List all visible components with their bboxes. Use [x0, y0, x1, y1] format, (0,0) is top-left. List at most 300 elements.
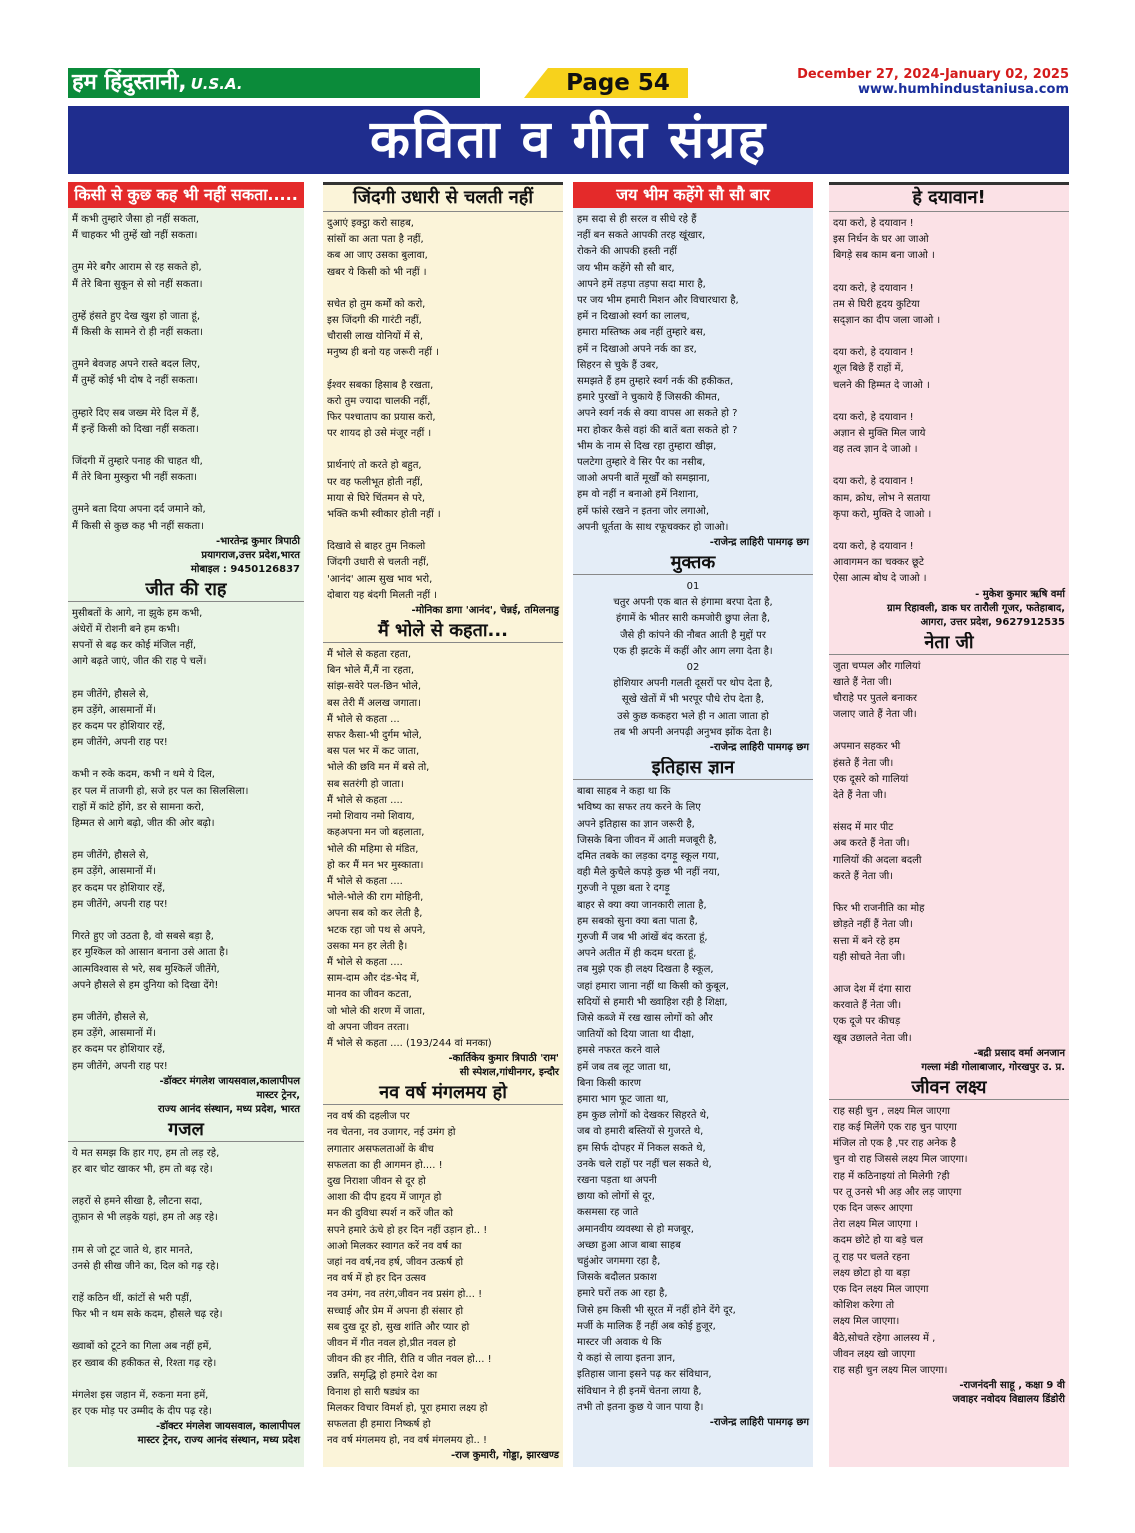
- text-line: हम सबको सुना क्या बता पाता है,: [577, 915, 698, 927]
- stanza-gap: [72, 671, 300, 687]
- text-line: दिखावे से बाहर तुम निकलो: [327, 541, 426, 553]
- text-line: जिसके बदौलत प्रकाश: [577, 1272, 657, 1284]
- text-line: सद्ज्ञान का दीप जला जाओ ।: [833, 315, 941, 327]
- poem-body: [323, 212, 563, 604]
- text-line: अपने अतीत में ही कदम धरता हूं,: [577, 948, 697, 960]
- stanza-gap: [72, 390, 300, 406]
- text-line: मैं कभी तुम्हारे जैसा हो नहीं सकता,: [72, 214, 200, 225]
- poem-body: [573, 575, 813, 741]
- text-line: हंसते हैं नेता जी।: [833, 757, 894, 769]
- text-line: भोले-भोले की राग मोहिनी,: [327, 892, 424, 904]
- text-line: तुम मेरे बगैर आराम से रह सकते हो,: [72, 262, 202, 274]
- text-line: जिसे हम किसी भी सूरत में नहीं होने देंगे दूर,: [577, 1304, 736, 1316]
- text-line: जीवन में गीत नवल हो,प्रीत नवल हो: [327, 1337, 456, 1349]
- text-line: ग़म से जो टूट जाते थे, हार मानते,: [72, 1244, 193, 1256]
- text-line: संविधान ने ही इनमें चेतना लाया है,: [577, 1385, 702, 1397]
- text-line: शूल बिछे हैं राहों में,: [833, 363, 904, 375]
- text-line: नव वर्ष की दहलीज पर: [327, 1111, 410, 1123]
- text-line: लहरों से हमने सीखा है, लौटना सदा,: [72, 1196, 203, 1208]
- text-line: वह तत्व ज्ञान दे जाओ ।: [833, 444, 918, 456]
- text-line: -बद्री प्रसाद वर्मा अनजान: [973, 1047, 1065, 1059]
- text-line: उसका मन हर लेती है।: [327, 940, 408, 952]
- text-line: -डॉक्टर मंगलेश जायसवाल, कालापीपल: [156, 1421, 300, 1433]
- stanza-gap: [833, 394, 1065, 410]
- text-line: हो कर मैं मन भर मुस्काता।: [327, 859, 424, 871]
- text-line: सब सतरंगी हो जाता।: [327, 778, 404, 790]
- text-line: तुमने बेवजह अपने रास्ते बदल लिए,: [72, 359, 201, 371]
- poem-author: [68, 1075, 304, 1117]
- text-line: जिसके बिना जीवन में आती मजबूरी है,: [577, 834, 717, 846]
- text-line: हमारे पुरखों ने चुकाये हैं जिसकी कीमत,: [577, 392, 721, 404]
- text-line: गुरुजी ने पूछा बता रे दगड़ू: [577, 883, 670, 895]
- poem-author: [573, 741, 813, 755]
- text-line: अपने इतिहास का ज्ञान जरूरी है,: [577, 818, 695, 830]
- stanza-gap: [327, 281, 559, 297]
- text-line: वो अपना जीवन तरता।: [327, 1021, 410, 1033]
- text-line: सूखे खेतों में भी भरपूर पौधे रोप देता है,: [621, 694, 765, 706]
- text-line: अंधेरों में रोशनी बने हम कभी।: [72, 624, 180, 636]
- text-line: मैं भोले से कहता ....: [327, 956, 403, 968]
- text-line: प्रार्थनाएं तो करते हो बहुत,: [327, 460, 422, 472]
- stanza-gap: [72, 913, 300, 929]
- text-line: सपनों से बढ़ कर कोई मंजिल नहीं,: [72, 640, 197, 652]
- text-line: ईश्वर सबका हिसाब है रखता,: [327, 379, 434, 391]
- text-line: कब आ जाए उसका बुलावा,: [327, 250, 428, 262]
- text-line: नव उमंग, नव तरंग,जीवन नव प्रसंग हो... !: [327, 1289, 483, 1301]
- poem-title: किसी से कुछ कह भी नहीं सकता.....: [68, 182, 304, 208]
- text-line: मन की दुविधा स्पर्श न करें जीत को: [327, 1208, 453, 1220]
- text-line: -भारतेन्द्र कुमार त्रिपाठी: [215, 535, 300, 547]
- text-line: हमें न दिखाओ स्वर्ग का लालच,: [577, 311, 690, 323]
- text-line: अज्ञान से मुक्ति मिल जाये: [833, 428, 926, 440]
- text-line: जो भोले की शरण में जाता,: [327, 1005, 426, 1017]
- text-line: आओ मिलकर स्वागत करें नव वर्ष का: [327, 1240, 462, 1252]
- text-line: चौरासी लाख योनियों में से,: [327, 331, 424, 343]
- text-line: राज्य आनंद संस्थान, मध्य प्रदेश, भारत: [157, 1103, 300, 1115]
- text-line: मैं तेरे बिना सुकून से सो नहीं सकता।: [72, 278, 203, 290]
- brand-suffix: U.S.A.: [190, 75, 243, 93]
- text-line: भोले की महिमा से मंडित,: [327, 843, 419, 855]
- stanza-gap: [72, 1178, 300, 1194]
- text-line: सब दुख दूर हो, सुख शांति और प्यार हो: [327, 1321, 470, 1333]
- stanza-gap: [833, 458, 1065, 474]
- text-line: पलटेगा तुम्हारे वे सिर पैर का नसीब,: [577, 457, 706, 469]
- poem-title: जीवन लक्ष्य: [829, 1077, 1069, 1100]
- text-line: हम जीतेंगे, अपनी राह पर!: [72, 737, 168, 749]
- poem-body: [68, 602, 304, 1075]
- text-line: जुता चप्पल और गालियां: [833, 660, 921, 672]
- poem-body: [323, 643, 563, 1052]
- poem-author: [68, 535, 304, 577]
- text-line: ये मत समझ कि हार गए, हम तो लड़ रहे,: [72, 1147, 220, 1159]
- text-line: -कार्तिकेय कुमार त्रिपाठी 'राम': [448, 1053, 559, 1065]
- text-line: दमित तबके का लड़का दगड़ू स्कूल गया,: [577, 850, 720, 862]
- poem-author: [323, 604, 563, 618]
- text-line: मैं इन्हें किसी को दिखा नहीं सकता।: [72, 423, 199, 435]
- text-line: भविष्य का सफर तय करने के लिए: [577, 802, 701, 814]
- text-line: उनके चले राहों पर नहीं चल सकते थे,: [577, 1158, 712, 1170]
- text-line: अपने स्वर्ग नर्क से क्या वापस आ सकते हो ?: [577, 408, 738, 420]
- text-line: दया करो, हे दयावान !: [833, 347, 914, 359]
- text-line: इस जिंदगी की गारंटी नहीं,: [327, 315, 422, 327]
- text-line: समझते हैं हम तुम्हारे स्वर्ग नर्क की हकीकत,: [577, 376, 734, 388]
- text-line: मिलकर विचार विमर्श हो, पूरा हमारा लक्ष्य हो: [327, 1402, 488, 1414]
- text-line: भटक रहा जो पथ से अपने,: [327, 924, 426, 936]
- text-line: 02: [686, 662, 700, 674]
- text-line: हमारा भाग फूट जाता था,: [577, 1093, 669, 1105]
- text-line: मानव का जीवन कटता,: [327, 989, 412, 1001]
- text-line: आवागमन का चक्कर छूटे: [833, 557, 924, 569]
- text-line: तुमने बता दिया अपना दर्द जमाने को,: [72, 504, 206, 516]
- text-line: राह सही चुन लक्ष्य मिल जाएगा।: [833, 1364, 948, 1376]
- poem-body: [573, 780, 813, 1416]
- text-line: बैठे,सोचते रहेगा आलस्य में ,: [833, 1332, 936, 1344]
- text-line: दया करो, हे दयावान !: [833, 218, 914, 229]
- poem-body: [829, 655, 1069, 1047]
- column-2: [323, 182, 563, 1467]
- brand-logo: [68, 68, 480, 98]
- text-line: नव वर्ष में हो हर दिन उत्सव: [327, 1273, 426, 1285]
- date-range: December 27, 2024-January 02, 2025: [797, 67, 1069, 82]
- poem-title: नेता जी: [829, 632, 1069, 655]
- text-line: दया करो, हे दयावान !: [833, 476, 914, 488]
- stanza-gap: [72, 1275, 300, 1291]
- poem-author: [829, 1379, 1069, 1407]
- text-line: मास्टर ट्रेनर, राज्य आनंद संस्थान, मध्य प्रदेश: [137, 1435, 300, 1447]
- stanza-gap: [833, 723, 1065, 739]
- poem-author: [68, 1420, 304, 1448]
- column-4: [829, 182, 1069, 1467]
- text-line: मर्जी के मालिक हैं नहीं अब कोई हुजूर,: [577, 1320, 716, 1332]
- text-line: तुम्हें हंसते हुए देख खुश हो जाता हूं,: [72, 310, 201, 322]
- brand-name: हम हिंदुस्तानी,: [72, 70, 187, 95]
- text-line: हमारा मस्तिष्क अब नहीं तुम्हारे बस,: [577, 327, 706, 339]
- text-line: सफलता ही हमारा निष्कर्ष हो: [327, 1419, 431, 1430]
- text-line: आशा की दीप हृदय में जागृत हो: [327, 1192, 442, 1204]
- text-line: तुम्हारे दिए सब जख्म मेरे दिल में हैं,: [72, 407, 200, 419]
- section-banner: कविता व गीत संग्रह: [68, 106, 1069, 174]
- text-line: तम से घिरी हृदय कुटिया: [833, 298, 920, 310]
- text-line: पर जय भीम हमारी मिशन और विचारधारा है,: [577, 295, 739, 307]
- stanza-gap: [72, 438, 300, 454]
- text-line: ख्वाबों को टूटने का गिला अब नहीं हमें,: [72, 1341, 212, 1353]
- poem-author: [323, 1449, 563, 1463]
- text-line: जवाहर नवोदय विद्यालय डिंडोरी: [952, 1394, 1065, 1406]
- text-line: भीम के नाम से दिख रहा तुम्हारा खीझ,: [577, 440, 717, 452]
- text-line: जाओ अपनी बातें मूर्खों को समझाना,: [577, 473, 710, 485]
- text-line: मनुष्य ही बनो यह जरूरी नहीं ।: [327, 347, 439, 359]
- text-line: छोड़ते नहीं हैं नेता जी।: [833, 919, 913, 931]
- text-line: चुन वो राह जिससे लक्ष्य मिल जाएगा।: [833, 1154, 968, 1166]
- text-line: सी स्पेशल,गांधीनगर, इन्दौर: [459, 1067, 559, 1079]
- text-line: मैं भोले से कहता ...: [327, 713, 400, 725]
- text-line: मैं किसी के सामने रो ही नहीं सकता।: [72, 327, 203, 339]
- text-line: हम सिर्फ दोपहर में निकल सकते थे,: [577, 1142, 706, 1154]
- text-line: खबर ये किसी को भी नहीं ।: [327, 266, 427, 278]
- text-line: हर कदम पर होशियार रहें,: [72, 882, 166, 894]
- text-line: प्रयागराज,उत्तर प्रदेश,भारत: [201, 549, 300, 561]
- text-line: जिंदगी उधारी से चलती नहीं,: [327, 557, 429, 569]
- stanza-gap: [833, 523, 1065, 539]
- poem-body: [68, 208, 304, 535]
- text-line: विनाश हो सारी षड्यंत्र का: [327, 1386, 420, 1398]
- text-line: मैं भोले से कहता रहता,: [327, 649, 412, 661]
- text-line: मुसीबतों के आगे, ना झुके हम कभी,: [72, 607, 203, 619]
- page-header: [0, 0, 1135, 100]
- text-line: तूफ़ान से भी लड़के यहां, हम तो अड़ रहे।: [72, 1212, 218, 1224]
- poem-title: मैं भोले से कहता...: [323, 620, 563, 643]
- text-line: एक दिन लक्ष्य मिल जाएगा: [833, 1283, 929, 1295]
- text-line: जीवन की हर नीति, रीति व जीत नवल हो... !: [327, 1354, 492, 1366]
- text-line: गुरुजी मैं जब भी आंखें बंद करता हूं,: [577, 931, 708, 943]
- text-line: जीवन लक्ष्य खो जाएगा: [833, 1348, 916, 1360]
- text-line: दुआएं इक्ट्ठा करो साहब,: [327, 218, 414, 229]
- text-line: नव चेतना, नव उजागर, नई उमंग हो: [327, 1127, 456, 1139]
- text-line: साम-दाम और दंड-भेद में,: [327, 973, 420, 985]
- text-line: अपना सब को कर लेती है,: [327, 908, 423, 920]
- text-line: संसद में मार पीट: [833, 822, 894, 834]
- text-line: 'आनंद' आत्म सुख भाव भरो,: [327, 573, 433, 585]
- text-line: फिर भी न थम सके कदम, हौसले चढ़ रहे।: [72, 1309, 223, 1321]
- text-line: यही सोचते नेता जी।: [833, 951, 906, 963]
- text-line: सांझ-सवेरे पल-छिन भोले,: [327, 681, 422, 693]
- text-line: -राजेन्द्र लाहिरी पामगढ़ छग: [709, 537, 809, 549]
- text-line: फिर पश्चाताप का प्रयास करो,: [327, 412, 436, 424]
- text-line: हर मुश्किल को आसान बनाना उसे आता है।: [72, 947, 229, 959]
- text-line: मैं भोले से कहता ....: [327, 794, 403, 806]
- text-line: हर कदम पर होशियार रहें,: [72, 1044, 166, 1056]
- text-line: बिन भोले मैं,मैं ना रहता,: [327, 665, 415, 677]
- text-line: करवाते हैं नेता जी।: [833, 1000, 902, 1012]
- text-line: ग्राम रिहावली, डाक घर तारौली गूजर, फतेहाबाद,: [886, 602, 1065, 614]
- page-number: Page 54: [548, 68, 688, 98]
- stanza-gap: [72, 244, 300, 260]
- text-line: बाहर से क्या क्या जानकारी लाता है,: [577, 899, 707, 911]
- text-line: रखना पड़ता था अपनी: [577, 1174, 657, 1186]
- text-line: गल्ला मंडी गोलाबाजार, गोरखपुर उ. प्र.: [921, 1061, 1065, 1073]
- text-line: -राजेन्द्र लाहिरी पामगढ़ छग: [709, 742, 809, 754]
- text-line: बाबा साहब ने कहा था कि: [577, 786, 671, 798]
- text-line: उसे कुछ ककहरा भले ही न आता जाता हो: [617, 710, 769, 722]
- text-line: दया करो, हे दयावान !: [833, 411, 914, 423]
- stanza-gap: [327, 362, 559, 378]
- text-line: सांसों का अता पता है नहीं,: [327, 234, 424, 246]
- text-line: कहअपना मन जो बहलाता,: [327, 827, 425, 839]
- text-line: हर ख्वाब की हकीकत से, रिश्ता गढ़ रहे।: [72, 1357, 217, 1369]
- text-line: तब भी अपनी अनपढ़ी अनुभव झोंक देता है।: [613, 726, 773, 738]
- text-line: हम जीतेंगे, हौसले से,: [72, 1011, 149, 1023]
- text-line: -राजनंदनी साहू , कक्षा 9 वी: [959, 1380, 1065, 1392]
- stanza-gap: [72, 486, 300, 502]
- text-line: जातियों को दिया जाता था दीक्षा,: [577, 1029, 695, 1041]
- text-line: - मुकेश कुमार ऋषि वर्मा: [975, 588, 1065, 600]
- poem-body: [68, 1142, 304, 1420]
- stanza-gap: [833, 265, 1065, 281]
- text-line: 01: [686, 581, 700, 593]
- text-line: सफर कैसा-भी दुर्गम भोले,: [327, 730, 422, 742]
- text-line: राहें कठिन थीं, कांटों से भरी पड़ीं,: [72, 1292, 193, 1304]
- text-line: दया करो, हे दयावान !: [833, 541, 914, 553]
- text-line: अपने हौसले से हम दुनिया को दिखा देंगे!: [72, 979, 219, 991]
- text-line: भोले की छवि मन में बसे तो,: [327, 762, 430, 774]
- text-line: होशियार अपनी गलती दूसरों पर थोप देता है,: [613, 678, 773, 690]
- poem-body: [829, 1100, 1069, 1379]
- text-line: हर एक मोड़ पर उम्मीद के दीप पढ़ रहे।: [72, 1405, 212, 1417]
- text-line: जिसे कब्जे में रख खास लोगों को और: [577, 1012, 713, 1024]
- text-line: मंगलेश इस जहान में, रुकना मना हमें,: [72, 1389, 209, 1401]
- text-line: हर पल में ताजगी हो, सजे हर पल का सिलसिला।: [72, 785, 249, 797]
- text-line: बिगड़े सब काम बना जाओ ।: [833, 250, 935, 262]
- text-line: मरा होकर कैसे वहां की बातें बता सकते हो ?: [577, 424, 738, 436]
- stanza-gap: [72, 832, 300, 848]
- text-line: चतुर अपनी एक बात से हंगामा बरपा देता है,: [613, 597, 773, 609]
- text-line: हर बार चोट खाकर भी, हम तो बढ़ रहे।: [72, 1163, 213, 1175]
- text-line: मास्टर ट्रेनर,: [256, 1089, 300, 1101]
- column-3: [573, 182, 813, 1467]
- stanza-gap: [72, 994, 300, 1010]
- stanza-gap: [833, 966, 1065, 982]
- text-line: हमें जब तब लूट जाता था,: [577, 1061, 672, 1073]
- text-line: अपनी धूर्तता के साथ रफूचक्कर हो जाओ।: [577, 521, 729, 533]
- text-line: मैं चाहकर भी तुम्हें खो नहीं सकता।: [72, 230, 198, 242]
- text-line: जिंदगी में तुम्हारे पनाह की चाहत थी,: [72, 456, 203, 468]
- poem-author: [829, 1047, 1069, 1075]
- text-line: मोबाइल : 9450126837: [190, 563, 300, 575]
- text-line: -डॉक्टर मंगलेश जायसवाल,कालापीपल: [159, 1075, 300, 1087]
- text-line: नव वर्ष मंगलमय हो, नव वर्ष मंगलमय हो.. !: [327, 1435, 488, 1447]
- text-line: फिर भी राजनीति का मोह: [833, 903, 925, 915]
- stanza-gap: [327, 442, 559, 458]
- text-line: राह में कठिनाइयां तो मिलेगी ?ही: [833, 1170, 950, 1182]
- text-line: आगे बढ़ते जाएं, जीत की राह पे चलें।: [72, 656, 207, 668]
- text-line: राह सही चुन , लक्ष्य मिल जाएगा: [833, 1105, 950, 1117]
- text-line: रोकने की आपकी हस्ती नहीं: [577, 246, 678, 258]
- text-line: सच्चाई और प्रेम में अपना ही संसार हो: [327, 1305, 464, 1317]
- text-line: हम जीतेंगे, अपनी राह पर!: [72, 898, 168, 910]
- text-line: हम जीतेंगे, हौसले से,: [72, 688, 149, 700]
- poem-title: जय भीम कहेंगे सौ सौ बार: [573, 182, 813, 208]
- stanza-gap: [833, 804, 1065, 820]
- website-link[interactable]: www.humhindustaniusa.com: [857, 82, 1069, 97]
- text-line: तभी तो इतना कुछ ये जान पाया है।: [577, 1401, 704, 1413]
- text-line: नहीं बन सकते आपकी तरह खूंखार,: [577, 230, 706, 242]
- text-line: करो तुम ज्यादा चालकी नहीं,: [327, 395, 431, 407]
- text-line: इस निर्धन के घर आ जाओ: [833, 234, 929, 246]
- poem-author: [573, 1416, 813, 1430]
- text-line: ये कहां से लाया इतना ज्ञान,: [577, 1353, 676, 1365]
- issue-info: [797, 67, 1069, 97]
- text-line: सदियों से हमारी भी ख्वाहिश रही है शिक्षा,: [577, 996, 728, 1008]
- text-line: हमसे नफरत करने वाले: [577, 1045, 660, 1057]
- text-line: हम उड़ेंगे, आसमानों में।: [72, 1028, 156, 1040]
- text-line: अच्छा हुआ आज बाबा साहब: [577, 1239, 681, 1251]
- text-line: तब मुझे एक ही लक्ष्य दिखता है स्कूल,: [577, 964, 714, 976]
- poem-author: [323, 1052, 563, 1080]
- text-line: मैं भोले से कहता .... (193/244 वां मनका): [327, 1037, 492, 1049]
- text-line: -राज कुमारी, गोड्डा, झारखण्ड: [451, 1450, 559, 1462]
- column-1: [68, 182, 304, 1467]
- poem-body: [573, 208, 813, 536]
- text-line: -राजेन्द्र लाहिरी पामगढ़ छग: [709, 1417, 809, 1429]
- text-line: राह कई मिलेंगे एक राह चुन पाएगा: [833, 1121, 957, 1133]
- text-line: दुख निराशा जीवन से दूर हो: [327, 1175, 426, 1187]
- text-line: उनसे ही सीख जीने का, दिल को गढ़ रहे।: [72, 1260, 220, 1272]
- text-line: हमारे घरों तक आ रहा है,: [577, 1288, 668, 1300]
- text-line: हमें फांसे रखने न इतना जोर लगाओ,: [577, 505, 710, 517]
- stanza-gap: [72, 1227, 300, 1243]
- text-line: जब वो हमारी बस्तियों से गुजरते थे,: [577, 1126, 704, 1138]
- text-line: मैं किसी से कुछ कह भी नहीं सकता।: [72, 520, 204, 532]
- text-line: मैं तुम्हें कोई भी दोष दे नहीं सकता।: [72, 375, 199, 387]
- text-line: मास्टर जी अवाक थे कि: [577, 1337, 662, 1348]
- text-line: जलाए जाते हैं नेता जी।: [833, 709, 917, 721]
- text-line: हम उड़ेंगे, आसमानों में।: [72, 866, 156, 878]
- text-line: मैं भोले से कहता ....: [327, 875, 403, 887]
- stanza-gap: [72, 1372, 300, 1388]
- poem-title: गजल: [68, 1119, 304, 1142]
- text-line: जय भीम कहेंगे सौ सौ बार,: [577, 262, 675, 274]
- text-line: छाया को लोगों से दूर,: [577, 1191, 655, 1203]
- text-line: चहुंओर जगमगा रहा है,: [577, 1255, 661, 1267]
- text-line: मंजिल तो एक है ,पर राह अनेक है: [833, 1138, 956, 1150]
- text-line: लक्ष्य मिल जाएगा।: [833, 1316, 900, 1328]
- stanza-gap: [833, 329, 1065, 345]
- text-line: हम सदा से ही सरल व सीधे रहे हैं: [577, 214, 697, 225]
- poem-author: [829, 588, 1069, 630]
- text-line: कभी न रुके कदम, कभी न थमे ये दिल,: [72, 769, 215, 781]
- text-line: भक्ति कभी स्वीकार होती नहीं ।: [327, 509, 441, 521]
- stanza-gap: [72, 1323, 300, 1339]
- text-line: हम उड़ेंगे, आसमानों में।: [72, 704, 156, 716]
- text-line: हंगामें के भीतर सारी कमजोरी छुपा लेता है,: [615, 613, 771, 625]
- poem-author: [573, 536, 813, 550]
- text-line: सफलता का ही आगमन हो.... !: [327, 1159, 443, 1171]
- text-line: चौराहे पर पुतले बनाकर: [833, 693, 918, 705]
- text-line: राहों में कांटे होंगे, डर से सामना करो,: [72, 801, 205, 813]
- text-line: -मोनिका डागा 'आनंद', चेन्नई, तमिलनाडु: [411, 605, 559, 617]
- text-line: करते हैं नेता जी।: [833, 870, 893, 882]
- text-line: पर तू उनसे भी अड़ और लड़ जाएगा: [833, 1186, 962, 1198]
- text-line: बस पल भर में कट जाता,: [327, 746, 420, 758]
- poem-body: [323, 1105, 563, 1449]
- text-line: कृपा करो, मुक्ति दे जाओ ।: [833, 508, 932, 520]
- poem-body: [829, 212, 1069, 588]
- poem-title: नव वर्ष मंगलमय हो: [323, 1082, 563, 1105]
- text-line: चलने की हिम्मत दे जाओ ।: [833, 379, 930, 391]
- stanza-gap: [327, 523, 559, 539]
- text-line: आत्मविश्वास से भरे, सब मुश्किलें जीतेंगे,: [72, 963, 220, 975]
- text-line: तेरा लक्ष्य मिल जाएगा ।: [833, 1219, 919, 1231]
- text-line: वही मैले कुचैले कपड़े कुछ भी नहीं नया,: [577, 867, 720, 879]
- stanza-gap: [72, 341, 300, 357]
- text-line: सचेत हो तुम कर्मों को करो,: [327, 298, 426, 310]
- text-line: माया से घिरे चिंतमन से परे,: [327, 492, 426, 504]
- poem-title: हे दयावान!: [829, 182, 1069, 212]
- text-line: हम कुछ लोगों को देखकर सिहरते थे,: [577, 1110, 710, 1122]
- text-line: बस तेरी मैं अलख जगाता।: [327, 697, 421, 709]
- text-line: दया करो, हे दयावान !: [833, 282, 914, 294]
- text-line: आपने हमें तड़पा तड़पा सदा मारा है,: [577, 278, 706, 290]
- text-line: लगातार असफलताओं के बीच: [327, 1143, 434, 1155]
- text-line: आज देश में दंगा सारा: [833, 983, 912, 995]
- text-line: एक दिन जरूर आएगा: [833, 1202, 913, 1214]
- text-line: खूब उछालते नेता जी।: [833, 1032, 912, 1044]
- text-line: ऐसा आत्म बोध दे जाओ ।: [833, 573, 927, 585]
- text-line: हम वो नहीं न बनाओ हमें निशाना,: [577, 489, 699, 501]
- text-line: हम जीतेंगे, हौसले से,: [72, 850, 149, 862]
- text-line: मैं तेरे बिना मुस्कुरा भी नहीं सकता।: [72, 472, 198, 484]
- text-line: एक ही झटके में कहीं और आग लगा देता है।: [613, 645, 773, 657]
